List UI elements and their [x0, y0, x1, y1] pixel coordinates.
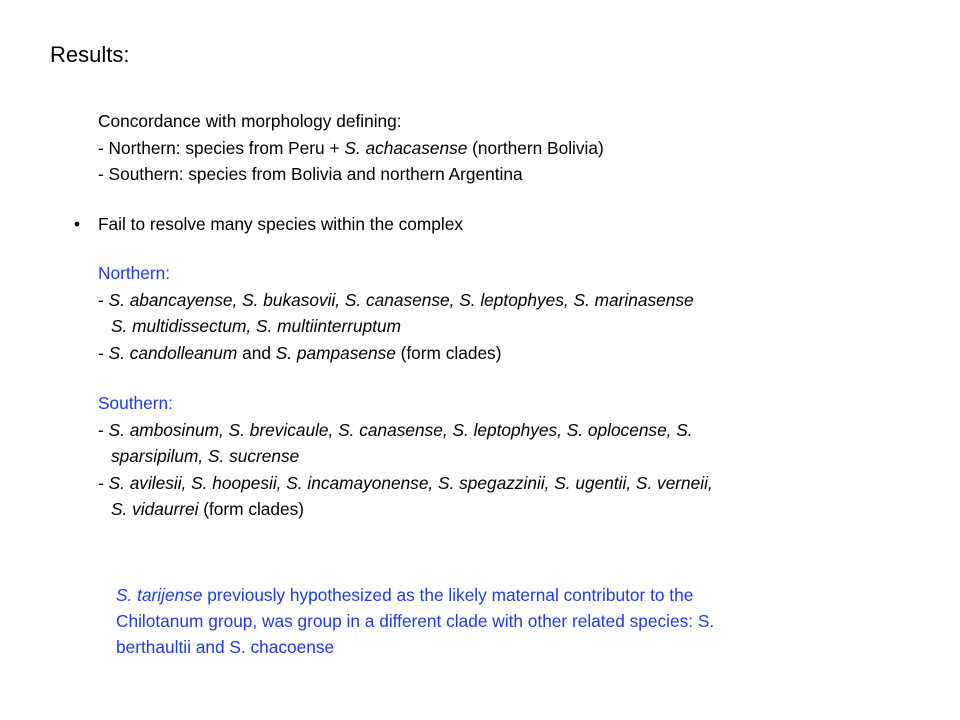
northern-list-line: S. multidissectum, S. multiinterruptum — [111, 316, 402, 336]
note-line: Chilotanum group, was group in a different clade with other related species: S. — [116, 611, 715, 631]
concordance-northern-line: - Northern: species from Peru + S. achacasense (northern Bolivia) — [98, 137, 604, 158]
southern-list-line: sparsipilum, S. sucrense — [111, 446, 300, 466]
concordance-heading: Concordance with morphology defining: — [98, 111, 402, 131]
concordance-southern-line: - Southern: species from Bolivia and northern Argentina — [98, 164, 523, 184]
southern-section — [98, 390, 713, 523]
northern-clades-line: - S. candolleanum and S. pampasense (form clades) — [98, 342, 502, 363]
northern-label: Northern: — [98, 263, 171, 283]
bullet-icon: • — [74, 214, 81, 234]
page-title: Results: — [50, 42, 130, 67]
southern-clades-line: - S. avilesii, S. hoopesii, S. incamayonense, S. spegazzinii, S. ugentii, S. verneii, — [98, 472, 713, 493]
northern-list-line: - S. abancayense, S. bukasovii, S. canasense, S. leptophyes, S. marinasense — [98, 289, 694, 310]
southern-clades-line: S. vidaurrei (form clades) — [111, 499, 305, 519]
bullet-text: Fail to resolve many species within the complex — [98, 214, 463, 234]
note-line: S. tarijense previously hypothesized as the likely maternal contributor to the — [116, 585, 694, 605]
concordance-section — [98, 108, 604, 188]
maternal-contributor-note — [116, 582, 896, 660]
southern-list-line: - S. ambosinum, S. brevicaule, S. canasense, S. leptophyes, S. oplocense, S. — [98, 419, 693, 440]
southern-label: Southern: — [98, 393, 173, 413]
note-line: berthaultii and S. chacoense — [116, 637, 335, 657]
northern-section — [98, 260, 694, 366]
